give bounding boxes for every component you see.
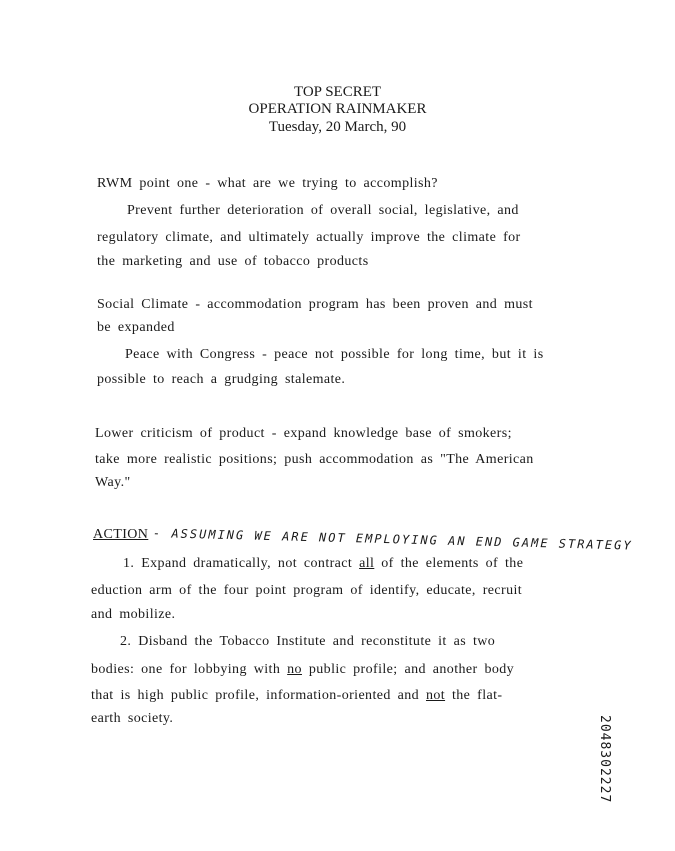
action-item-1-line-3: and mobilize. [91,607,176,622]
criticism-line-2: take more realistic positions; push accommodation as "The American [95,452,534,467]
rwm-line-3: the marketing and use of tobacco products [97,254,369,269]
classification-heading: TOP SECRET [293,84,382,100]
criticism-line-1: Lower criticism of product - expand knowledge base of smokers; [95,426,512,441]
action-item-2-line-1: 2. Disband the Tobacco Institute and reconstitute it as two [120,634,496,649]
social-line-4: possible to reach a grudging stalemate. [97,372,346,387]
action-heading: ACTION [93,527,149,542]
social-line-1: Social Climate - accommodation program has been proven and must [97,297,533,312]
action-item-2-line-3: that is high public profile, information-oriented and not the flat- [91,688,503,703]
rwm-line-2: regulatory climate, and ultimately actually improve the climate for [97,230,521,245]
action-item-2-line-4: earth society. [91,711,174,726]
document-date: Tuesday, 20 March, 90 [268,119,407,135]
bates-number: 2048302227 [597,715,612,804]
handwritten-annotation: - ASSUMING WE ARE NOT EMPLOYING AN END GAME STRATEGY [152,526,633,553]
operation-title: OPERATION RAINMAKER [248,101,427,117]
action-item-1-line-2: eduction arm of the four point program of identify, educate, recruit [91,583,523,598]
social-line-2: be expanded [97,320,175,335]
social-line-3: Peace with Congress - peace not possible for long time, but it is [125,347,544,362]
action-item-1-line-1: 1. Expand dramatically, not contract all of the elements of the [123,556,524,571]
criticism-line-3: Way." [95,475,131,490]
rwm-line-1: Prevent further deterioration of overall social, legislative, and [127,203,519,218]
action-item-2-line-2: bodies: one for lobbying with no public profile; and another body [91,662,515,677]
rwm-intro: RWM point one - what are we trying to accomplish? [97,176,438,191]
